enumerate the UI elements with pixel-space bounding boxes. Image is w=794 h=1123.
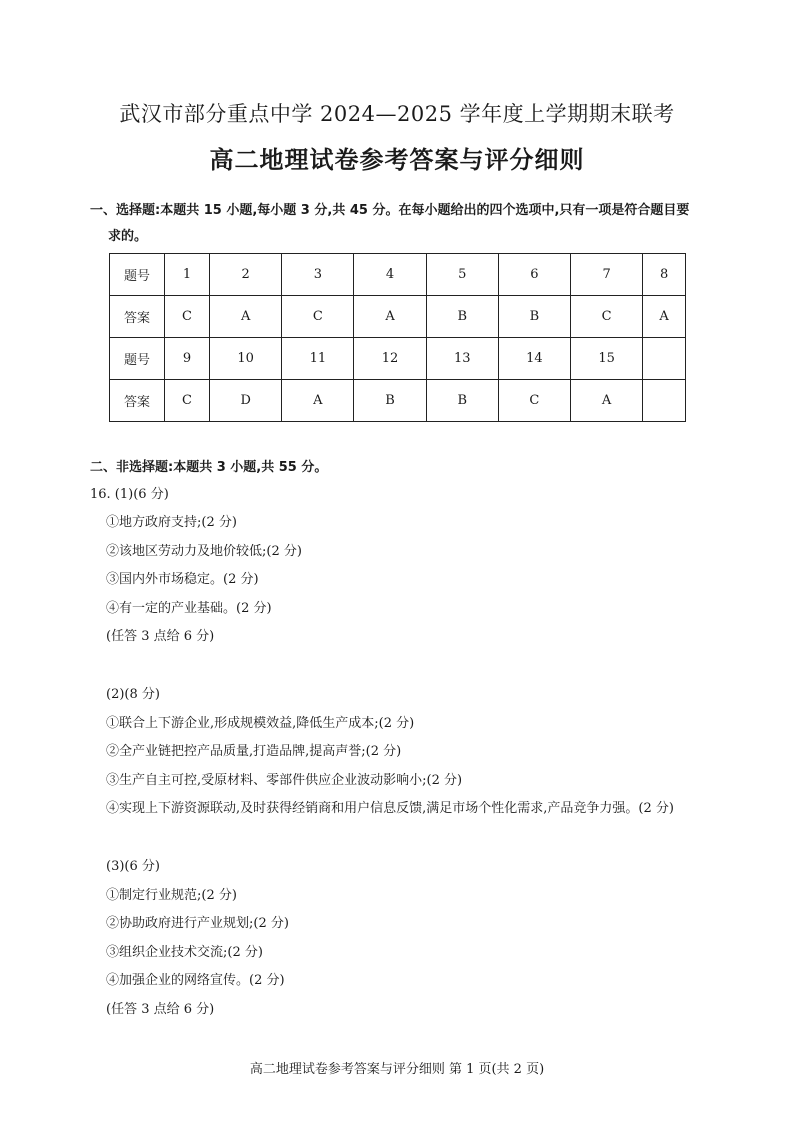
scoring-note: (任答 3 点给 6 分) bbox=[106, 629, 215, 645]
answer-point: ④有一定的产业基础。(2 分) bbox=[106, 600, 272, 616]
answer-point: ④加强企业的网络宣传。(2 分) bbox=[106, 973, 285, 989]
table-row bbox=[110, 380, 686, 422]
answer-cell bbox=[643, 380, 686, 422]
part2-label: (2)(8 分) bbox=[106, 687, 160, 702]
answer-cell: A bbox=[282, 380, 354, 422]
answer-point: ①制定行业规范;(2 分) bbox=[106, 887, 237, 903]
answer-cell: D bbox=[210, 380, 282, 422]
answer-point: ②该地区劳动力及地价较低;(2 分) bbox=[106, 543, 302, 559]
row-label: 答案 bbox=[110, 296, 165, 338]
table-row bbox=[110, 296, 686, 338]
answer-point: ③组织企业技术交流;(2 分) bbox=[106, 944, 263, 960]
answer-cell: A bbox=[571, 380, 643, 422]
table-row bbox=[110, 338, 686, 380]
exam-title: 武汉市部分重点中学 2024—2025 学年度上学期期末联考 bbox=[119, 102, 675, 126]
table-row bbox=[110, 254, 686, 296]
document-title: 高二地理试卷参考答案与评分细则 bbox=[209, 146, 585, 174]
answer-cell: B bbox=[354, 380, 426, 422]
answer-cell: A bbox=[354, 296, 426, 338]
question-number: 13 bbox=[426, 338, 498, 380]
question-number: 12 bbox=[354, 338, 426, 380]
question-number: 1 bbox=[165, 254, 210, 296]
row-label: 答案 bbox=[110, 380, 165, 422]
answer-cell: C bbox=[498, 380, 570, 422]
answer-cell: C bbox=[571, 296, 643, 338]
part3-label: (3)(6 分) bbox=[106, 859, 160, 874]
question-number: 3 bbox=[282, 254, 354, 296]
answer-cell: B bbox=[426, 296, 498, 338]
answer-cell: C bbox=[165, 380, 210, 422]
section1-heading bbox=[90, 198, 710, 250]
section1-heading-line2: 求的。 bbox=[108, 229, 148, 244]
section2-heading: 二、非选择题:本题共 3 小题,共 55 分。 bbox=[90, 460, 328, 475]
question-number: 8 bbox=[643, 254, 686, 296]
scoring-note: (任答 3 点给 6 分) bbox=[106, 1001, 215, 1017]
question-number: 4 bbox=[354, 254, 426, 296]
question-number: 2 bbox=[210, 254, 282, 296]
answer-cell: B bbox=[498, 296, 570, 338]
answer-point: ①地方政府支持;(2 分) bbox=[106, 515, 237, 530]
question-number: 6 bbox=[498, 254, 570, 296]
question-number: 9 bbox=[165, 338, 210, 380]
answer-cell: C bbox=[165, 296, 210, 338]
page-footer: 高二地理试卷参考答案与评分细则 第 1 页(共 2 页) bbox=[249, 1062, 545, 1077]
question-number: 14 bbox=[498, 338, 570, 380]
question-16-label: 16. (1)(6 分) bbox=[90, 487, 169, 502]
question-number: 5 bbox=[426, 254, 498, 296]
question-number: 11 bbox=[282, 338, 354, 380]
answer-cell: A bbox=[643, 296, 686, 338]
part1-answers bbox=[106, 509, 302, 652]
part2-answers bbox=[106, 681, 674, 824]
answer-point: ④实现上下游资源联动,及时获得经销商和用户信息反馈,满足市场个性化需求,产品竞争力强。(2 分) bbox=[106, 801, 674, 817]
part3-answers bbox=[106, 853, 289, 1025]
answer-cell: C bbox=[282, 296, 354, 338]
section1-heading-line1: 一、选择题:本题共 15 小题,每小题 3 分,共 45 分。在每小题给出的四个选项中,只有一项是符合题目要 bbox=[90, 203, 690, 218]
row-label: 题号 bbox=[110, 254, 165, 296]
question-number: 7 bbox=[571, 254, 643, 296]
answer-cell: A bbox=[210, 296, 282, 338]
answer-point: ②协助政府进行产业规划;(2 分) bbox=[106, 916, 289, 932]
answer-table bbox=[109, 253, 686, 422]
answer-point: ③生产自主可控,受原材料、零部件供应企业波动影响小;(2 分) bbox=[106, 772, 463, 788]
row-label: 题号 bbox=[110, 338, 165, 380]
answer-point: ③国内外市场稳定。(2 分) bbox=[106, 572, 259, 588]
answer-cell: B bbox=[426, 380, 498, 422]
answer-point: ②全产业链把控产品质量,打造品牌,提高声誉;(2 分) bbox=[106, 744, 402, 760]
question-number bbox=[643, 338, 686, 380]
question-number: 15 bbox=[571, 338, 643, 380]
answer-point: ①联合上下游企业,形成规模效益,降低生产成本;(2 分) bbox=[106, 715, 415, 731]
question-number: 10 bbox=[210, 338, 282, 380]
